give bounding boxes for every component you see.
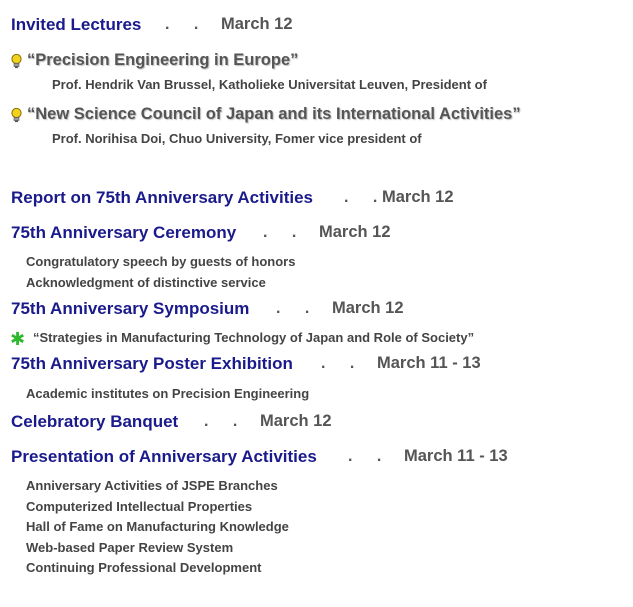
report-date: March 12 — [382, 188, 454, 206]
symposium-date: March 12 — [332, 299, 404, 317]
ceremony-item-2: Acknowledgment of distinctive service — [26, 275, 266, 290]
report-dots: . . — [344, 189, 388, 206]
symposium-heading: 75th Anniversary Symposium — [11, 299, 250, 318]
lightbulb-icon — [10, 107, 23, 123]
symposium-theme: “Strategies in Manufacturing Technology of Japan and Role of Society” — [33, 330, 475, 345]
ceremony-dots: . . — [263, 224, 307, 241]
lecture-speaker-2: Prof. Norihisa Doi, Chuo University, Fomer vice president of — [52, 131, 422, 146]
banquet-heading: Celebratory Banquet — [11, 412, 179, 431]
presentation-item-3: Hall of Fame on Manufacturing Knowledge — [26, 519, 289, 534]
presentation-date: March 11 - 13 — [404, 447, 508, 465]
poster-item-1: Academic institutes on Precision Engineering — [26, 386, 310, 401]
lecture-title-1: “Precision Engineering in Europe” — [27, 51, 299, 69]
lightbulb-icon — [10, 53, 23, 69]
poster-dots: . . — [321, 355, 365, 372]
ceremony-date: March 12 — [319, 223, 391, 241]
poster-heading: 75th Anniversary Poster Exhibition — [11, 354, 293, 373]
ceremony-item-1: Congratulatory speech by guests of honors — [26, 254, 296, 269]
invited-lectures-heading: Invited Lectures — [11, 15, 142, 34]
presentation-item-4: Web-based Paper Review System — [26, 540, 234, 555]
presentation-heading: Presentation of Anniversary Activities — [11, 447, 317, 466]
symposium-dots: . . — [276, 300, 320, 317]
asterisk-icon: ✱ — [10, 329, 26, 349]
presentation-item-1: Anniversary Activities of JSPE Branches — [26, 478, 278, 493]
report-heading: Report on 75th Anniversary Activities — [11, 188, 313, 207]
poster-date: March 11 - 13 — [377, 354, 481, 372]
presentation-item-2: Computerized Intellectual Properties — [26, 499, 253, 514]
ceremony-heading: 75th Anniversary Ceremony — [11, 223, 237, 242]
lecture-speaker-1: Prof. Hendrik Van Brussel, Katholieke Universitat Leuven, President of — [52, 77, 487, 92]
presentation-dots: . . — [348, 448, 392, 465]
invited-lectures-dots: . . — [165, 16, 209, 33]
presentation-item-5: Continuing Professional Development — [26, 560, 262, 575]
banquet-date: March 12 — [260, 412, 332, 430]
lecture-title-2: “New Science Council of Japan and its International Activities” — [27, 105, 521, 123]
banquet-dots: . . — [204, 413, 248, 430]
invited-lectures-date: March 12 — [221, 15, 293, 33]
